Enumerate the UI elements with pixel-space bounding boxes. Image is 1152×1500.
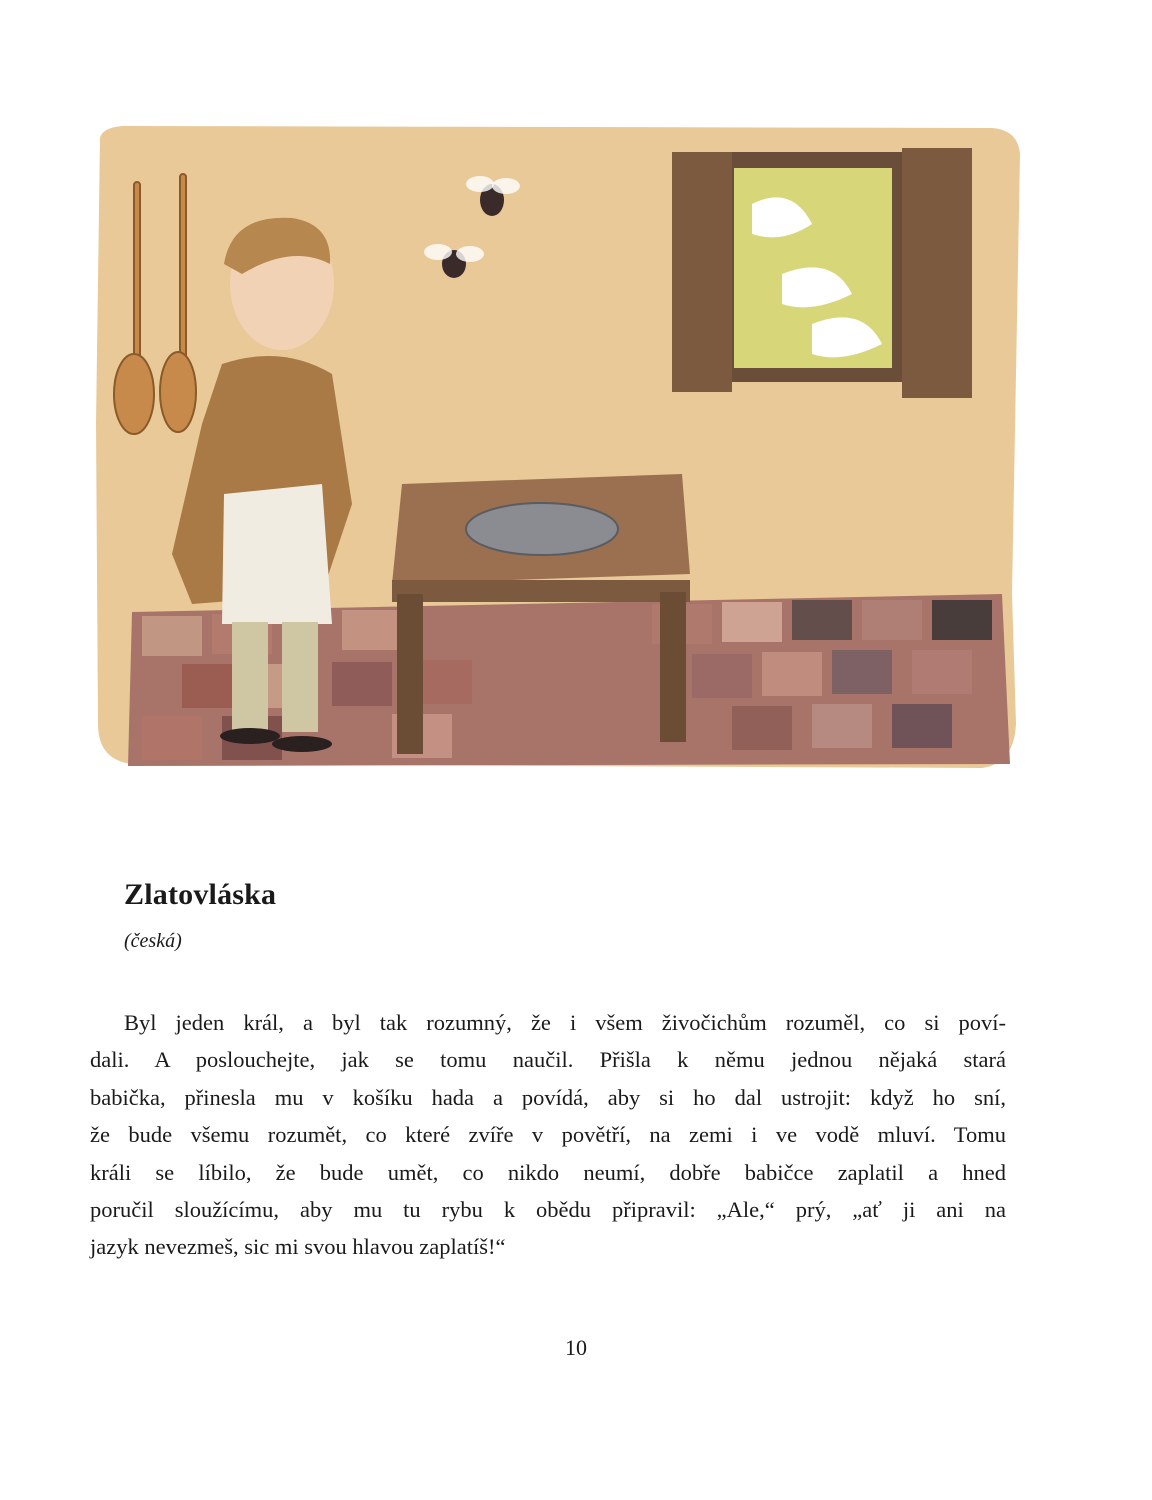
page-number: 10 — [565, 1335, 587, 1360]
story-line: babička, přinesla mu v košíku hada a povídá, aby si ho dal ustrojit: když ho sní, — [90, 1084, 1006, 1110]
story-subtitle: (česká) — [124, 930, 182, 952]
story-illustration — [92, 124, 1022, 772]
story-line: poručil sloužícímu, aby mu tu rybu k obědu připravil: „Ale,“ prý, „ať ji ani na — [90, 1196, 1006, 1222]
illustration-canvas — [92, 124, 1022, 772]
plate — [466, 503, 618, 555]
window — [672, 148, 972, 398]
story-line: králi se líbilo, že bude umět, co nikdo neumí, dobře babičce zaplatil a hned — [90, 1159, 1006, 1185]
story-title: Zlatovláska — [124, 878, 277, 911]
story-line: dali. A poslouchejte, jak se tomu naučil. Přišla k němu jednou nějaká stará — [90, 1047, 1006, 1073]
story-line: jazyk nevezmeš, sic mi svou hlavou zaplatíš!“ — [90, 1234, 506, 1260]
story-text — [90, 1004, 1006, 1266]
story-line: Byl jeden král, a byl tak rozumný, že i všem živočichům rozuměl, co si poví- — [124, 1010, 1006, 1035]
story-line: že bude všemu rozumět, co které zvíře v povětří, na zemi i ve vodě mluví. Tomu — [90, 1122, 1006, 1148]
